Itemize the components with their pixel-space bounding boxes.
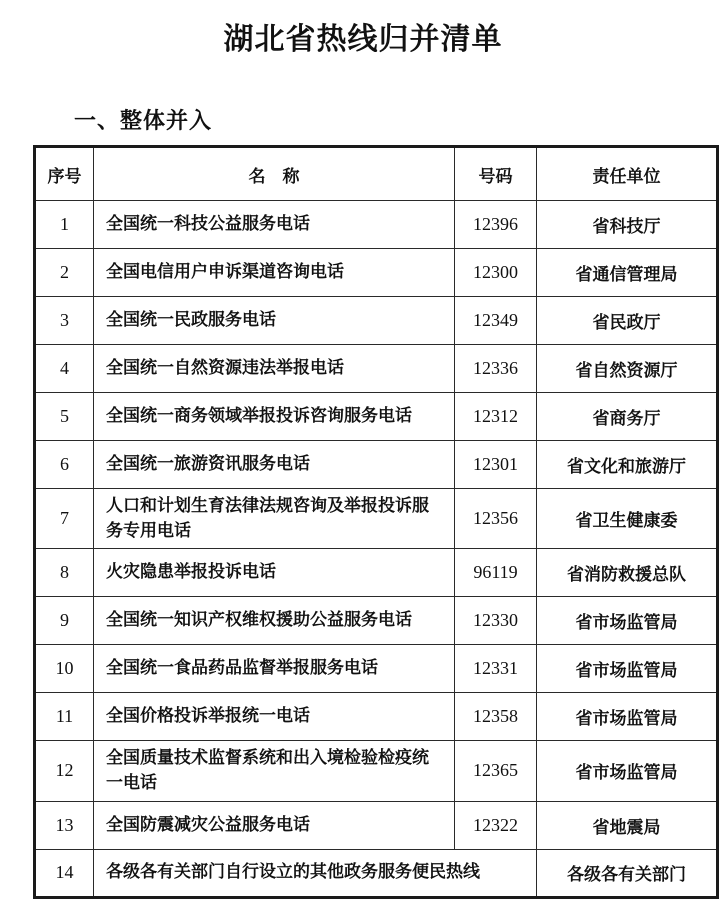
document-title: 湖北省热线归并清单 [223,23,503,56]
cell-number: 12336 [455,345,537,393]
table-row [35,549,718,597]
cell-serial: 8 [35,549,94,597]
cell-number: 12312 [455,393,537,441]
cell-unit: 省市场监管局 [537,645,718,693]
cell-number: 12301 [455,441,537,489]
cell-name: 全国电信用户申诉渠道咨询电话 [94,249,455,297]
header-unit: 责任单位 [537,147,718,201]
document-page [0,14,726,884]
cell-name: 全国价格投诉举报统一电话 [94,693,455,741]
table-row [35,849,718,897]
header-number: 号码 [455,147,537,201]
cell-unit: 省自然资源厅 [537,345,718,393]
cell-serial: 14 [35,849,94,897]
cell-name: 全国统一商务领域举报投诉咨询服务电话 [94,393,455,441]
table-row [35,393,718,441]
cell-unit: 省消防救援总队 [537,549,718,597]
cell-unit: 各级各有关部门 [537,849,718,897]
table-row [35,597,718,645]
cell-serial: 10 [35,645,94,693]
cell-serial: 9 [35,597,94,645]
cell-name: 全国统一自然资源违法举报电话 [94,345,455,393]
cell-name: 全国统一食品药品监督举报服务电话 [94,645,455,693]
cell-name: 火灾隐患举报投诉电话 [94,549,455,597]
cell-number: 12358 [455,693,537,741]
cell-unit: 省民政厅 [537,297,718,345]
cell-unit: 省市场监管局 [537,741,718,801]
cell-number: 96119 [455,549,537,597]
header-name: 名 称 [94,147,455,201]
cell-number: 12330 [455,597,537,645]
table-row [35,345,718,393]
table-row [35,741,718,801]
cell-serial: 12 [35,741,94,801]
table-header-row [35,147,718,201]
table-row [35,441,718,489]
cell-name: 全国统一科技公益服务电话 [94,201,455,249]
cell-unit: 省科技厅 [537,201,718,249]
table-row [35,489,718,549]
cell-unit: 省商务厅 [537,393,718,441]
cell-unit: 省通信管理局 [537,249,718,297]
cell-number: 12356 [455,489,537,549]
table-row [35,249,718,297]
header-serial: 序号 [35,147,94,201]
cell-number: 12396 [455,201,537,249]
table-row [35,801,718,849]
cell-number: 12365 [455,741,537,801]
cell-name-merged: 各级各有关部门自行设立的其他政务服务便民热线 [94,849,537,897]
cell-number: 12349 [455,297,537,345]
cell-unit: 省卫生健康委 [537,489,718,549]
table-row [35,645,718,693]
cell-serial: 13 [35,801,94,849]
cell-number: 12300 [455,249,537,297]
cell-unit: 省市场监管局 [537,597,718,645]
cell-unit: 省市场监管局 [537,693,718,741]
section-heading: 一、整体并入 [74,108,213,133]
cell-unit: 省地震局 [537,801,718,849]
cell-name: 全国防震减灾公益服务电话 [94,801,455,849]
cell-name: 全国统一旅游资讯服务电话 [94,441,455,489]
cell-name: 全国质量技术监督系统和出入境检验检疫统一电话 [94,741,455,801]
table-row [35,297,718,345]
cell-number: 12331 [455,645,537,693]
cell-serial: 7 [35,489,94,549]
cell-serial: 11 [35,693,94,741]
cell-serial: 3 [35,297,94,345]
cell-serial: 6 [35,441,94,489]
cell-number: 12322 [455,801,537,849]
cell-serial: 1 [35,201,94,249]
cell-serial: 4 [35,345,94,393]
table-row [35,693,718,741]
hotline-table [33,145,719,899]
cell-name: 全国统一民政服务电话 [94,297,455,345]
cell-unit: 省文化和旅游厅 [537,441,718,489]
cell-serial: 5 [35,393,94,441]
table-row [35,201,718,249]
cell-name: 人口和计划生育法律法规咨询及举报投诉服务专用电话 [94,489,455,549]
cell-serial: 2 [35,249,94,297]
cell-name: 全国统一知识产权维权援助公益服务电话 [94,597,455,645]
